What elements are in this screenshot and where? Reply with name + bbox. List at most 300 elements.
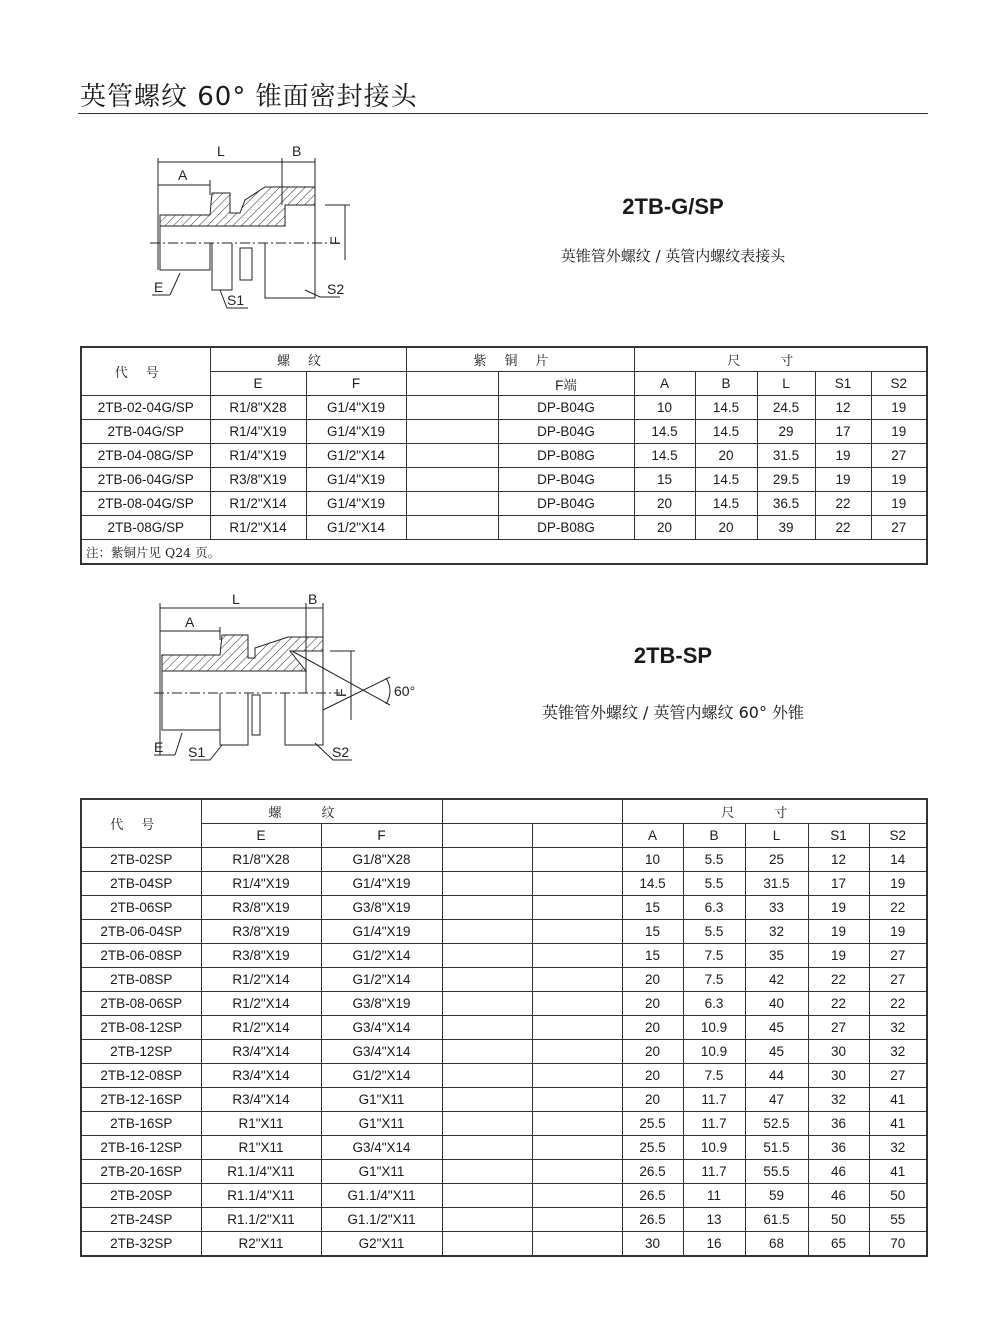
table-cell: 10.9 [683, 1136, 745, 1160]
table-cell: 19 [869, 872, 927, 896]
svg-text:A: A [185, 614, 195, 630]
table-cell: 10.9 [683, 1016, 745, 1040]
table-cell: 31.5 [757, 444, 815, 468]
table-cell: 27 [869, 968, 927, 992]
table-cell: 24.5 [757, 396, 815, 420]
table-cell: 46 [808, 1184, 869, 1208]
table-cell: 40 [745, 992, 808, 1016]
table-cell: G1.1/2"X11 [321, 1208, 442, 1232]
table-cell: 14.5 [634, 420, 695, 444]
table-cell: DP-B08G [498, 516, 634, 540]
table-cell [442, 1136, 532, 1160]
table-cell [442, 920, 532, 944]
table-cell: 32 [745, 920, 808, 944]
table-row [81, 492, 927, 516]
table-cell: G1/4"X19 [306, 492, 406, 516]
table-cell: 2TB-08-04G/SP [81, 492, 210, 516]
table-cell: G1/2"X14 [306, 444, 406, 468]
table-note: 注：紫铜片见 Q24 页。 [81, 540, 927, 565]
table-cell [442, 1184, 532, 1208]
table-cell [406, 516, 498, 540]
table-cell [442, 1088, 532, 1112]
table-cell: R3/4"X14 [201, 1040, 321, 1064]
product-description-2tb-sp: 英锥管外螺纹 / 英管内螺纹 60° 外锥 [541, 703, 805, 722]
table-cell: 20 [634, 492, 695, 516]
svg-text:60°: 60° [394, 683, 416, 699]
table-cell: R1/8"X28 [201, 848, 321, 872]
table-cell: 70 [869, 1232, 927, 1257]
table-cell: R3/8"X19 [201, 944, 321, 968]
table-cell: 30 [622, 1232, 683, 1257]
table-row [81, 944, 927, 968]
table-cell: G1.1/4"X11 [321, 1184, 442, 1208]
table-cell: G3/4"X14 [321, 1040, 442, 1064]
table-cell: 2TB-06-04G/SP [81, 468, 210, 492]
table-cell: 2TB-08-06SP [81, 992, 201, 1016]
table-cell: 14.5 [634, 444, 695, 468]
table-cell: 65 [808, 1232, 869, 1257]
table-cell: 2TB-04SP [81, 872, 201, 896]
table-cell: 22 [808, 968, 869, 992]
table-cell: 19 [871, 468, 927, 492]
table-cell: R3/8"X19 [210, 468, 306, 492]
table-cell [532, 1232, 622, 1257]
table-cell: 30 [808, 1064, 869, 1088]
svg-text:E: E [154, 279, 164, 295]
svg-text:L: L [232, 591, 240, 607]
table-cell: R1/2"X14 [201, 992, 321, 1016]
table-cell: 2TB-12-16SP [81, 1088, 201, 1112]
table-row [81, 516, 927, 540]
table-cell: G3/8"X19 [321, 992, 442, 1016]
table-cell: R1/2"X14 [210, 492, 306, 516]
table-cell: 2TB-08G/SP [81, 516, 210, 540]
svg-text:B: B [292, 143, 302, 159]
table-cell: 45 [745, 1016, 808, 1040]
table-cell: 2TB-06-08SP [81, 944, 201, 968]
table-row [81, 872, 927, 896]
header-l: L [757, 372, 815, 396]
table-cell: 11.7 [683, 1112, 745, 1136]
table-cell: 55.5 [745, 1160, 808, 1184]
table-cell [442, 992, 532, 1016]
table-cell: G3/4"X14 [321, 1016, 442, 1040]
table-cell: 26.5 [622, 1160, 683, 1184]
header-b: B [683, 824, 745, 848]
table-row [81, 1160, 927, 1184]
table-cell: 20 [622, 968, 683, 992]
table-cell: 2TB-06-04SP [81, 920, 201, 944]
table-cell: 41 [869, 1160, 927, 1184]
table-cell: 22 [808, 992, 869, 1016]
table-cell: R1/8"X28 [210, 396, 306, 420]
table-cell: 19 [808, 920, 869, 944]
table-cell: 32 [808, 1088, 869, 1112]
table-row [81, 1112, 927, 1136]
table-cell: DP-B04G [498, 420, 634, 444]
table-cell [532, 968, 622, 992]
table-cell: 15 [634, 468, 695, 492]
table-cell: 31.5 [745, 872, 808, 896]
header-code: 代号 [81, 799, 201, 848]
table-cell: 27 [869, 944, 927, 968]
table-row [81, 1184, 927, 1208]
table-cell: R1/4"X19 [210, 420, 306, 444]
table-row [81, 920, 927, 944]
table-cell: 36 [808, 1112, 869, 1136]
table-cell: 27 [871, 516, 927, 540]
table-cell: 11.7 [683, 1160, 745, 1184]
header-blank [406, 372, 498, 396]
table-cell: 2TB-16-12SP [81, 1136, 201, 1160]
table-cell: R1.1/4"X11 [201, 1184, 321, 1208]
table-cell: 2TB-04-08G/SP [81, 444, 210, 468]
table-cell [532, 1040, 622, 1064]
table-cell: 32 [869, 1136, 927, 1160]
table-cell: G1/2"X14 [306, 516, 406, 540]
header-washer: 紫铜片 [406, 347, 634, 372]
table-cell: R1/2"X14 [201, 968, 321, 992]
table-row [81, 1208, 927, 1232]
table-cell [532, 848, 622, 872]
table-cell: 2TB-20SP [81, 1184, 201, 1208]
table-cell: 12 [815, 396, 871, 420]
table-cell: 2TB-02-04G/SP [81, 396, 210, 420]
table-cell [406, 396, 498, 420]
table-cell: 10 [622, 848, 683, 872]
table-cell: 20 [622, 1088, 683, 1112]
table-cell: R2"X11 [201, 1232, 321, 1257]
table-cell: G1/2"X14 [321, 968, 442, 992]
svg-text:F: F [327, 236, 343, 245]
table-cell: 22 [869, 896, 927, 920]
table-cell: 25.5 [622, 1136, 683, 1160]
table-cell: 14 [869, 848, 927, 872]
product-description-2tb-g-sp: 英锥管外螺纹 / 英管内螺纹表接头 [560, 247, 786, 265]
table-cell: G1/2"X14 [321, 944, 442, 968]
table-cell: 2TB-12SP [81, 1040, 201, 1064]
header-blank [442, 824, 532, 848]
table-cell: 32 [869, 1016, 927, 1040]
header-b: B [695, 372, 757, 396]
table-cell: 2TB-08-12SP [81, 1016, 201, 1040]
table-cell: 2TB-08SP [81, 968, 201, 992]
table-cell: 35 [745, 944, 808, 968]
table-cell: 20 [622, 1040, 683, 1064]
table-row [81, 968, 927, 992]
svg-text:S2: S2 [332, 744, 350, 760]
table-cell: 20 [622, 992, 683, 1016]
header-e: E [201, 824, 321, 848]
table-cell: R1"X11 [201, 1136, 321, 1160]
table-cell: 2TB-16SP [81, 1112, 201, 1136]
table-cell: 11.7 [683, 1088, 745, 1112]
svg-text:S1: S1 [188, 744, 206, 760]
table-cell: 46 [808, 1160, 869, 1184]
table-cell [532, 872, 622, 896]
table-cell: 5.5 [683, 848, 745, 872]
table-cell [532, 1184, 622, 1208]
table-cell: 19 [808, 896, 869, 920]
table-cell [406, 420, 498, 444]
table-cell: 27 [871, 444, 927, 468]
header-a: A [622, 824, 683, 848]
table-cell [442, 848, 532, 872]
table-cell [442, 1160, 532, 1184]
table-cell [532, 1088, 622, 1112]
table-cell: 32 [869, 1040, 927, 1064]
spec-table-2tb-sp [80, 798, 928, 1257]
table-cell [406, 468, 498, 492]
table-cell: 16 [683, 1232, 745, 1257]
table-cell: 25 [745, 848, 808, 872]
table-cell: 59 [745, 1184, 808, 1208]
table-cell: 2TB-32SP [81, 1232, 201, 1257]
table-cell [532, 1136, 622, 1160]
table-row [81, 1136, 927, 1160]
table-cell: 12 [808, 848, 869, 872]
header-blank [442, 799, 622, 824]
header-s2: S2 [869, 824, 927, 848]
table-cell: 30 [808, 1040, 869, 1064]
table-row [81, 444, 927, 468]
table-cell [532, 944, 622, 968]
table-cell: 6.3 [683, 896, 745, 920]
table-cell: 55 [869, 1208, 927, 1232]
table-cell: 7.5 [683, 968, 745, 992]
table-cell: 14.5 [695, 420, 757, 444]
table-row [81, 396, 927, 420]
table-cell [532, 992, 622, 1016]
table-cell: G2"X11 [321, 1232, 442, 1257]
table-cell: 27 [869, 1064, 927, 1088]
table-cell: 47 [745, 1088, 808, 1112]
header-code: 代号 [81, 347, 210, 396]
table-cell: G1"X11 [321, 1160, 442, 1184]
table-row [81, 1232, 927, 1257]
table-cell: 68 [745, 1232, 808, 1257]
table-cell: G1/2"X14 [321, 1064, 442, 1088]
table-cell: G3/4"X14 [321, 1136, 442, 1160]
table-cell: 50 [808, 1208, 869, 1232]
table-cell: 26.5 [622, 1208, 683, 1232]
table-row [81, 1040, 927, 1064]
table-cell [442, 1208, 532, 1232]
table-cell: 27 [808, 1016, 869, 1040]
table-cell: 26.5 [622, 1184, 683, 1208]
header-s2: S2 [871, 372, 927, 396]
table-cell: 41 [869, 1088, 927, 1112]
table-cell: 61.5 [745, 1208, 808, 1232]
table-cell: R3/4"X14 [201, 1088, 321, 1112]
svg-text:A: A [178, 167, 188, 183]
svg-text:S2: S2 [327, 281, 345, 297]
table-cell [532, 1064, 622, 1088]
table-cell [442, 1064, 532, 1088]
table-cell: 6.3 [683, 992, 745, 1016]
table-cell: 39 [757, 516, 815, 540]
table-cell [532, 1112, 622, 1136]
table-cell: R1/4"X19 [210, 444, 306, 468]
svg-text:S1: S1 [227, 292, 245, 308]
table-cell [442, 872, 532, 896]
table-cell: R3/8"X19 [201, 920, 321, 944]
header-thread: 螺纹 [210, 347, 406, 372]
table-cell [406, 444, 498, 468]
table-cell: 19 [869, 920, 927, 944]
table-cell: 25.5 [622, 1112, 683, 1136]
table-cell: 17 [815, 420, 871, 444]
table-cell: 44 [745, 1064, 808, 1088]
table-cell: 20 [695, 444, 757, 468]
table-cell [442, 1232, 532, 1257]
table-cell: 42 [745, 968, 808, 992]
table-cell [442, 944, 532, 968]
table-cell: 14.5 [695, 396, 757, 420]
table-cell: R1/4"X19 [201, 872, 321, 896]
header-s1: S1 [815, 372, 871, 396]
table-cell: G3/8"X19 [321, 896, 442, 920]
table-cell: 10.9 [683, 1040, 745, 1064]
table-cell [442, 1112, 532, 1136]
table-cell: 2TB-02SP [81, 848, 201, 872]
table-cell: 19 [815, 468, 871, 492]
header-e: E [210, 372, 306, 396]
table-cell: G1/4"X19 [321, 920, 442, 944]
table-cell: DP-B08G [498, 444, 634, 468]
header-f: F [306, 372, 406, 396]
header-l: L [745, 824, 808, 848]
header-a: A [634, 372, 695, 396]
table-cell: 20 [634, 516, 695, 540]
table-cell: 17 [808, 872, 869, 896]
table-cell [442, 896, 532, 920]
table-cell: R1"X11 [201, 1112, 321, 1136]
header-dimensions: 尺寸 [622, 799, 927, 824]
table-cell: R3/8"X19 [201, 896, 321, 920]
table-cell: G1/4"X19 [321, 872, 442, 896]
table-cell: 7.5 [683, 944, 745, 968]
table-cell: G1/4"X19 [306, 420, 406, 444]
table-cell [442, 1016, 532, 1040]
header-f: F [321, 824, 442, 848]
table-cell: DP-B04G [498, 492, 634, 516]
table-cell: 5.5 [683, 920, 745, 944]
table-cell [532, 1208, 622, 1232]
header-s1: S1 [808, 824, 869, 848]
table-cell: R1/2"X14 [201, 1016, 321, 1040]
svg-text:F: F [333, 688, 349, 697]
table-cell: G1/4"X19 [306, 396, 406, 420]
table-cell [442, 1040, 532, 1064]
table-cell: R3/4"X14 [201, 1064, 321, 1088]
table-cell: R1/2"X14 [210, 516, 306, 540]
table-row [81, 468, 927, 492]
table-row [81, 896, 927, 920]
table-row [81, 848, 927, 872]
table-cell: 14.5 [695, 468, 757, 492]
table-cell: 29.5 [757, 468, 815, 492]
table-cell [532, 896, 622, 920]
table-row [81, 992, 927, 1016]
table-row [81, 1088, 927, 1112]
fitting-drawing-2tb-g-sp [140, 140, 370, 320]
table-cell [532, 920, 622, 944]
header-thread: 螺纹 [201, 799, 442, 824]
product-model-2tb-g-sp: 2TB-G/SP [622, 194, 724, 219]
header-dimensions: 尺寸 [634, 347, 927, 372]
table-cell: G1"X11 [321, 1088, 442, 1112]
table-cell: 20 [622, 1064, 683, 1088]
table-cell: 2TB-24SP [81, 1208, 201, 1232]
page-title: 英管螺纹 60° 锥面密封接头 [80, 82, 418, 112]
table-cell: R1.1/4"X11 [201, 1160, 321, 1184]
table-cell [406, 492, 498, 516]
table-cell: 22 [869, 992, 927, 1016]
table-cell: 13 [683, 1208, 745, 1232]
table-cell: G1/8"X28 [321, 848, 442, 872]
table-cell [532, 1016, 622, 1040]
table-cell: DP-B04G [498, 468, 634, 492]
table-cell: 29 [757, 420, 815, 444]
fitting-drawing-2tb-sp [140, 585, 440, 765]
table-cell: 15 [622, 920, 683, 944]
table-cell: 52.5 [745, 1112, 808, 1136]
table-cell: 51.5 [745, 1136, 808, 1160]
table-cell: 19 [871, 396, 927, 420]
table-cell: 45 [745, 1040, 808, 1064]
table-cell: 36.5 [757, 492, 815, 516]
table-cell: 19 [871, 492, 927, 516]
table-cell: 15 [622, 944, 683, 968]
title-divider [78, 113, 928, 114]
table-cell: 33 [745, 896, 808, 920]
table-cell: 50 [869, 1184, 927, 1208]
table-cell: 22 [815, 516, 871, 540]
table-cell: 20 [695, 516, 757, 540]
table-cell: 19 [808, 944, 869, 968]
table-cell: 10 [634, 396, 695, 420]
header-blank [532, 824, 622, 848]
table-cell: 36 [808, 1136, 869, 1160]
table-cell: G1"X11 [321, 1112, 442, 1136]
spec-table-2tb-g-sp [80, 346, 928, 565]
product-model-2tb-sp: 2TB-SP [633, 643, 713, 668]
table-cell: 7.5 [683, 1064, 745, 1088]
table-cell: 2TB-06SP [81, 896, 201, 920]
table-cell: 15 [622, 896, 683, 920]
table-cell [442, 968, 532, 992]
table-cell: 19 [871, 420, 927, 444]
table-cell: DP-B04G [498, 396, 634, 420]
table-cell: R1.1/2"X11 [201, 1208, 321, 1232]
header-f-end: F端 [498, 372, 634, 396]
table-cell: 41 [869, 1112, 927, 1136]
svg-text:B: B [308, 591, 318, 607]
table-row [81, 1016, 927, 1040]
table-cell: 22 [815, 492, 871, 516]
svg-text:E: E [154, 739, 164, 755]
table-cell: 2TB-12-08SP [81, 1064, 201, 1088]
table-cell: 14.5 [622, 872, 683, 896]
table-cell: 2TB-20-16SP [81, 1160, 201, 1184]
table-cell: G1/4"X19 [306, 468, 406, 492]
table-cell: 14.5 [695, 492, 757, 516]
table-cell: 5.5 [683, 872, 745, 896]
svg-text:L: L [217, 143, 225, 159]
table-cell [532, 1160, 622, 1184]
table-cell: 2TB-04G/SP [81, 420, 210, 444]
